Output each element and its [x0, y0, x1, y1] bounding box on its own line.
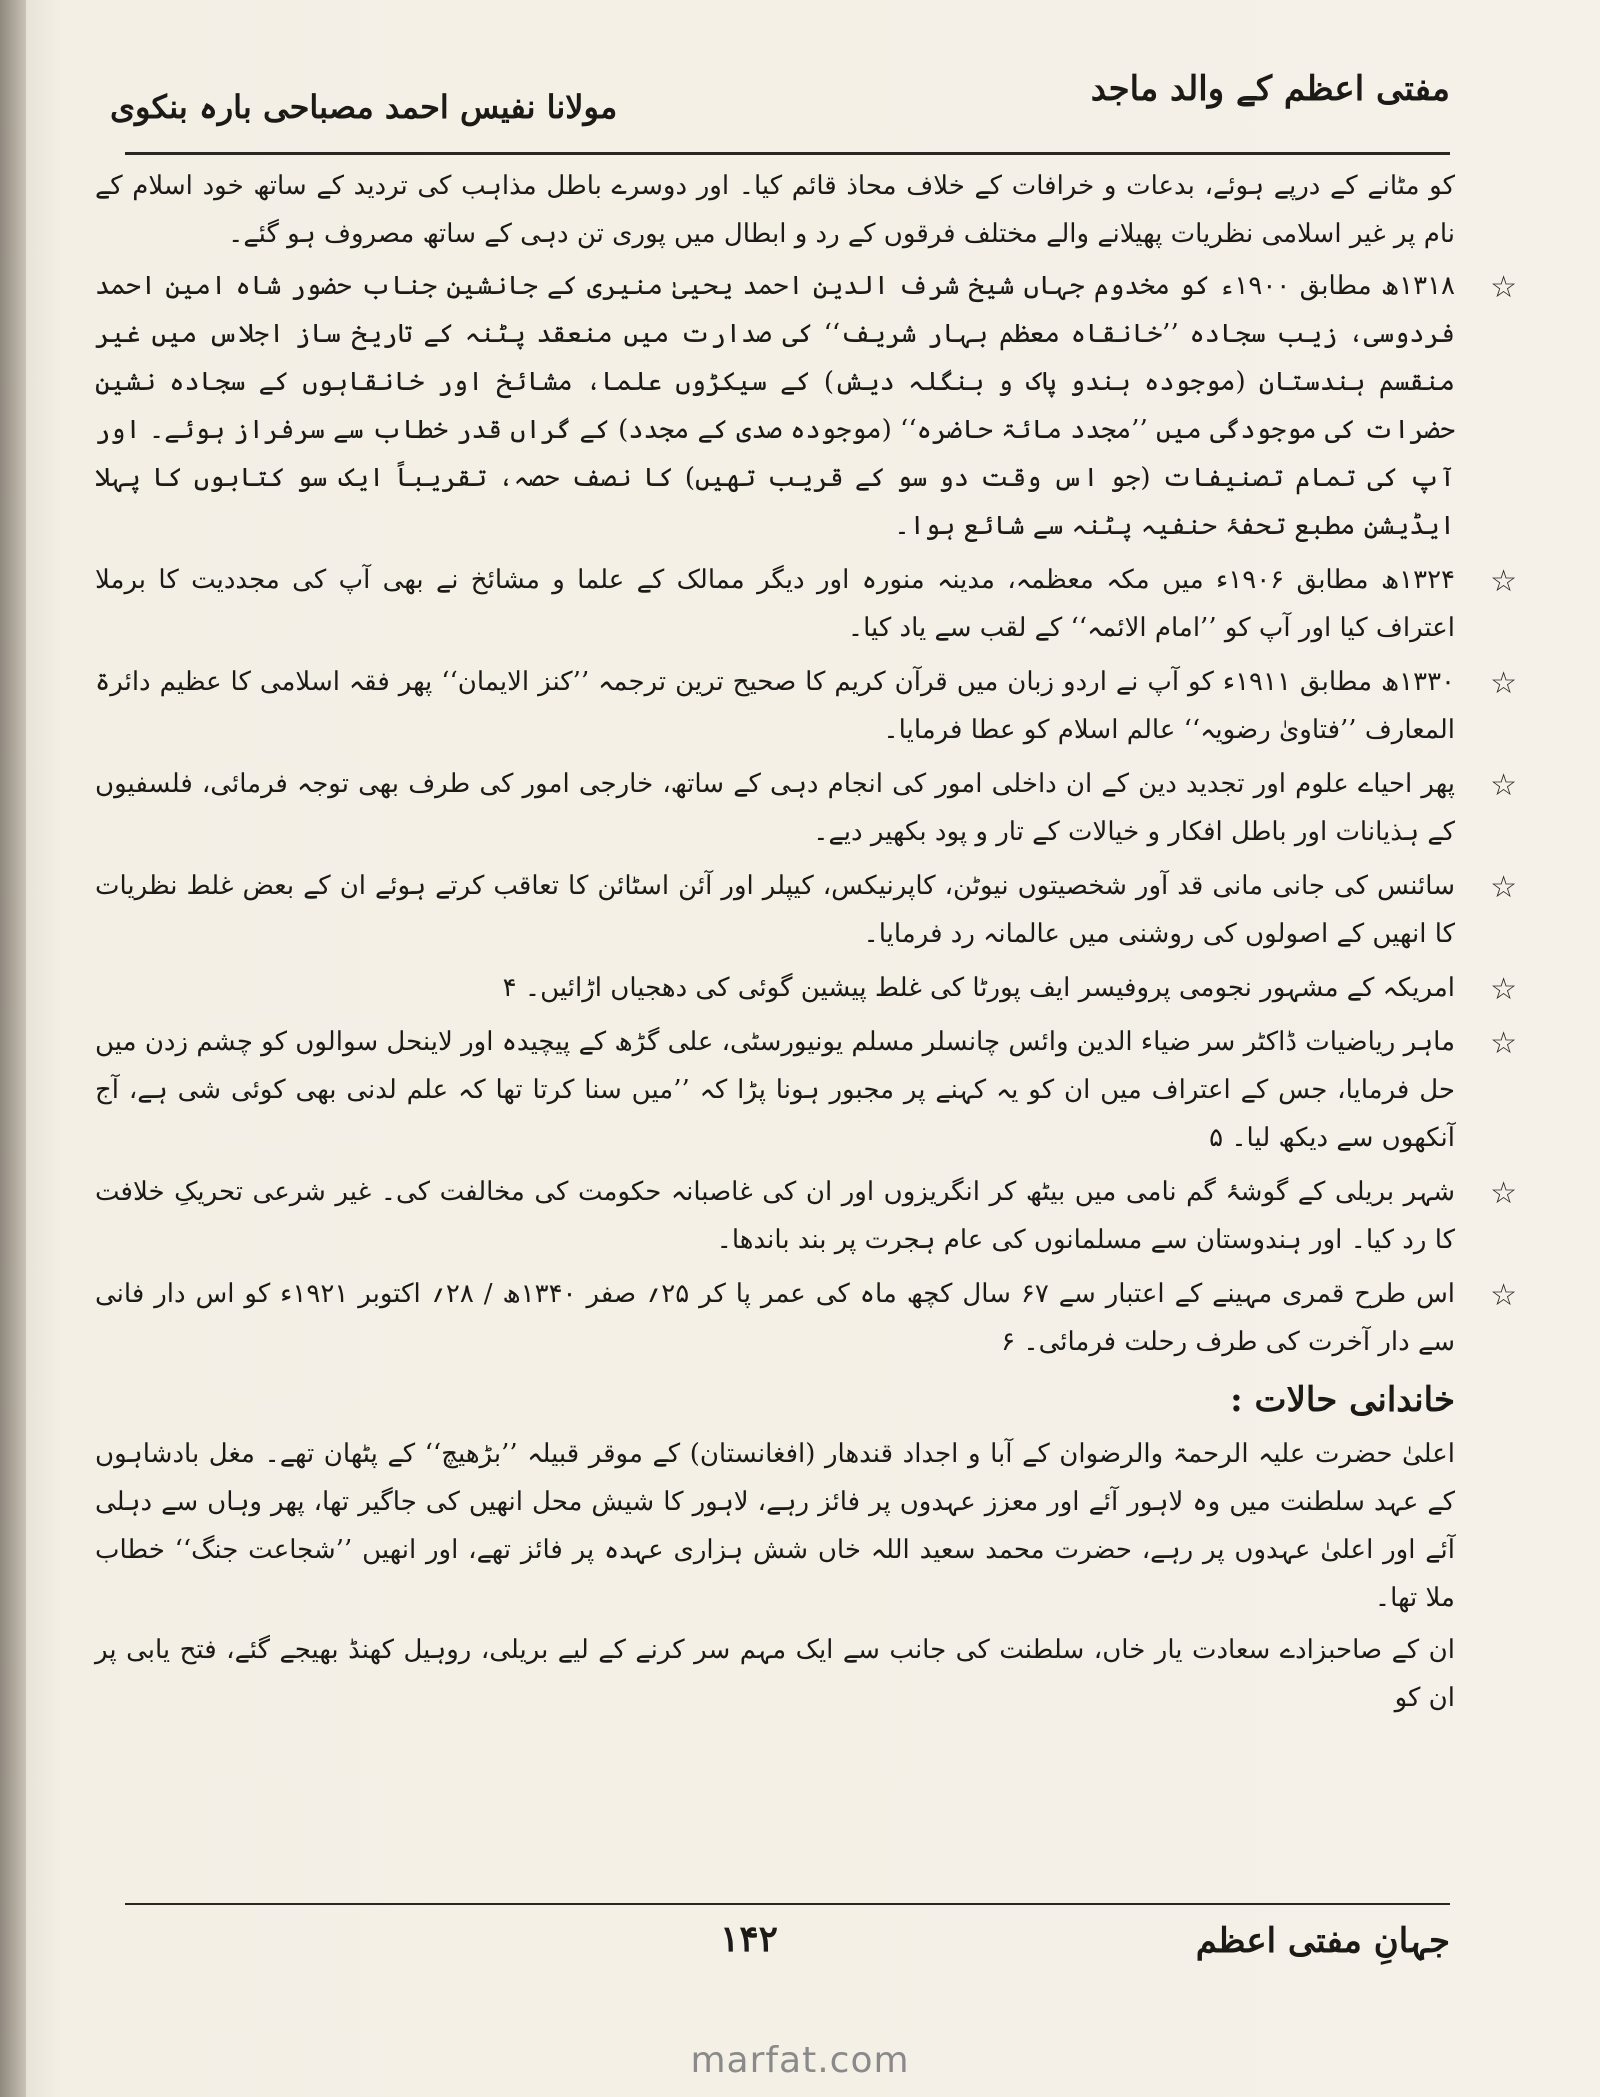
page-number: ۱۴۲	[720, 1918, 779, 1960]
list-item	[95, 1168, 1517, 1264]
list-item-text: ۱۳۱۸ھ مطابق ۱۹۰۰ء کو مخدوم جہاں شیخ شرف الدین احمد یحییٰ منیری کے جانشین جناب حضور شاہ امین احمد فردوسی، زیب سجادہ ’’خانقاہ معظم بہار شریف‘‘ کی صدارت میں منعقد پٹنہ کے تاریخ ساز اجلاس میں غیر منقسم ہندستان (موجودہ ہندو پاک و بنگلہ دیش) کے سیکڑوں علما، مشائخ اور خانقاہوں کے سجادہ نشین حضرات کی موجودگی میں ’’مجدد مائۃ حاضرہ‘‘ (موجودہ صدی کے مجدد) کے گراں قدر خطاب سے سرفراز ہوئے۔ اور آپ کی تمام تصنیفات (جو اس وقت دو سو کے قریب تھیں) کا نصف حصہ، تقریباً ایک سو کتابوں کا پہلا ایڈیشن مطبع تحفۂ حنفیہ پٹنہ سے شائع ہوا۔	[95, 271, 1456, 541]
list-item-text: سائنس کی جانی مانی قد آور شخصیتوں نیوٹن، کاپرنیکس، کیپلر اور آئن اسٹائن کا تعاقب کرتے ہوئے ان کے بعض غلط نظریات کا انھیں کے اصولوں کی روشنی میں عالمانہ رد فرمایا۔	[95, 871, 1455, 949]
star-icon: ☆	[1490, 1278, 1517, 1313]
list-item	[95, 1018, 1517, 1162]
page-body	[95, 162, 1517, 1887]
intro-paragraph: کو مٹانے کے درپے ہوئے، بدعات و خرافات کے خلاف محاذ قائم کیا۔ اور دوسرے باطل مذاہب کی تردید کے ساتھ خود اسلام کے نام پر غیر اسلامی نظریات پھیلانے والے مختلف فرقوں کے رد و ابطال میں پوری تن دہی کے ساتھ مصروف ہو گئے۔	[95, 171, 1455, 249]
star-icon: ☆	[1490, 1026, 1517, 1061]
list-item	[95, 1270, 1517, 1366]
header-rule	[125, 152, 1450, 155]
chapter-title: مفتی اعظم کے والد ماجد	[1090, 69, 1450, 109]
list-item	[95, 964, 1517, 1012]
page-header	[110, 60, 1450, 150]
page-footer	[110, 1910, 1450, 1980]
author-name: مولانا نفیس احمد مصباحی بارہ بنکوی	[110, 88, 618, 126]
star-icon: ☆	[1490, 870, 1517, 905]
star-icon: ☆	[1490, 666, 1517, 701]
book-title: جہانِ مفتی اعظم	[1195, 1921, 1450, 1961]
star-icon: ☆	[1490, 1176, 1517, 1211]
section-paragraph: اعلیٰ حضرت علیہ الرحمۃ والرضوان کے آبا و اجداد قندھار (افغانستان) کے موقر قبیلہ ’’بڑھیچ‘‘ کے پٹھان تھے۔ مغل بادشاہوں کے عہد سلطنت میں وہ لاہور آئے اور معزز عہدوں پر فائز رہے، لاہور کا شیش محل انھیں کی جاگیر تھا، پھر وہاں سے دہلی آئے اور اعلیٰ عہدوں پر رہے، حضرت محمد سعید اللہ خاں شش ہزاری عہدہ پر فائز تھے، اور انھیں ’’شجاعت جنگ‘‘ خطاب ملا تھا۔	[95, 1439, 1455, 1613]
watermark: marfat.com	[690, 2040, 910, 2081]
list-item-text: امریکہ کے مشہور نجومی پروفیسر ایف پورٹا کی غلط پیشین گوئی کی دھجیاں اڑائیں۔ ۴	[502, 973, 1455, 1003]
list-item-text: پھر احیاے علوم اور تجدید دین کے ان داخلی امور کی انجام دہی کے ساتھ، خارجی امور کی طرف بھی توجہ فرمائی، فلسفیوں کے ہذیانات اور باطل افکار و خیالات کے تار و پود بکھیر دیے۔	[95, 769, 1455, 847]
section-paragraph: ان کے صاحبزادے سعادت یار خاں، سلطنت کی جانب سے ایک مہم سر کرنے کے لیے بریلی، روہیل کھنڈ بھیجے گئے، فتح یابی پر ان کو	[95, 1635, 1455, 1713]
star-icon: ☆	[1490, 270, 1517, 305]
list-item-text: ۱۳۲۴ھ مطابق ۱۹۰۶ء میں مکہ معظمہ، مدینہ منورہ اور دیگر ممالک کے علما و مشائخ نے بھی آپ کی مجددیت کا برملا اعتراف کیا اور آپ کو ’’امام الائمہ‘‘ کے لقب سے یاد کیا۔	[95, 565, 1455, 643]
list-item-text: شہر بریلی کے گوشۂ گم نامی میں بیٹھ کر انگریزوں اور ان کی غاصبانہ حکومت کی مخالفت کی۔ غیر شرعی تحریکِ خلافت کا رد کیا۔ اور ہندوستان سے مسلمانوں کی عام ہجرت پر بند باندھا۔	[95, 1177, 1455, 1255]
list-item	[95, 556, 1517, 652]
page-spine-shadow	[0, 0, 26, 2097]
list-item-text: ماہر ریاضیات ڈاکٹر سر ضیاء الدین وائس چانسلر مسلم یونیورسٹی، علی گڑھ کے پیچیدہ اور لاینحل سوالوں کو چشم زدن میں حل فرمایا، جس کے اعتراف میں ان کو یہ کہنے پر مجبور ہونا پڑا کہ ’’میں سنا کرتا تھا کہ علم لدنی بھی کوئی شی ہے، آج آنکھوں سے دیکھ لیا۔ ۵	[95, 1027, 1455, 1153]
section-heading: خاندانی حالات :	[1230, 1380, 1455, 1420]
list-item	[95, 760, 1517, 856]
list-item	[95, 262, 1517, 550]
star-icon: ☆	[1490, 972, 1517, 1007]
footer-rule	[125, 1903, 1450, 1905]
list-item	[95, 658, 1517, 754]
star-icon: ☆	[1490, 768, 1517, 803]
list-item-text: ۱۳۳۰ھ مطابق ۱۹۱۱ء کو آپ نے اردو زبان میں قرآن کریم کا صحیح ترین ترجمہ ’’کنز الایمان‘‘ پھر فقہ اسلامی کا عظیم دائرۃ المعارف ’’فتاویٰ رضویہ‘‘ عالم اسلام کو عطا فرمایا۔	[95, 667, 1456, 745]
list-item	[95, 862, 1517, 958]
star-icon: ☆	[1490, 564, 1517, 599]
list-item-text: اس طرح قمری مہینے کے اعتبار سے ۶۷ سال کچھ ماہ کی عمر پا کر ۲۵؍ صفر ۱۳۴۰ھ / ۲۸؍ اکتوبر ۱۹۲۱ء کو اس دار فانی سے دار آخرت کی طرف رحلت فرمائی۔ ۶	[95, 1279, 1456, 1357]
